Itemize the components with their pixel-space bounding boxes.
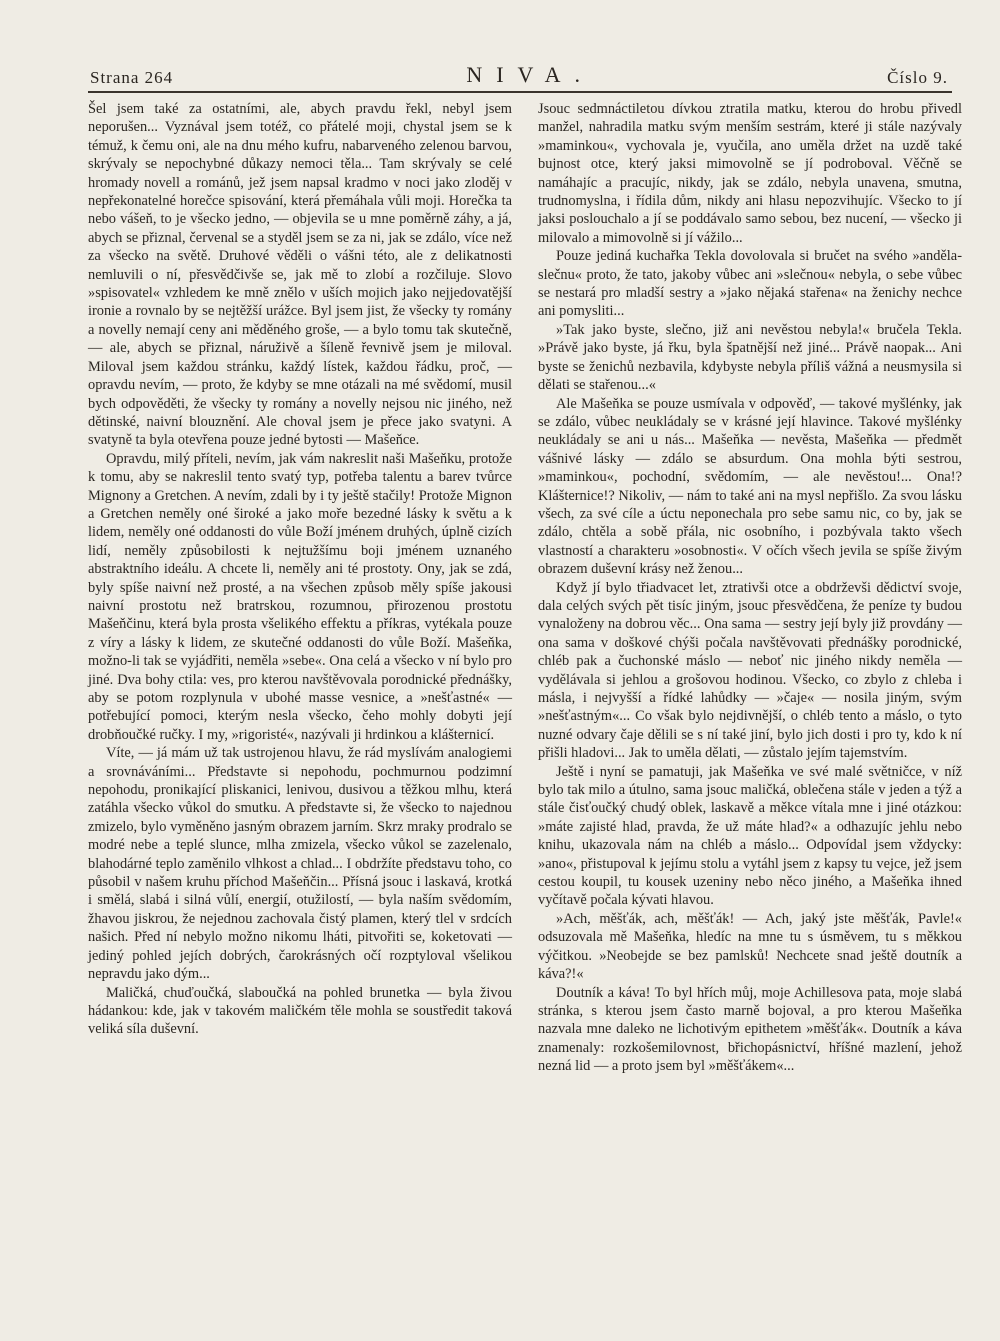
paragraph: Šel jsem také za ostatními, ale, abych pravdu řekl, nebyl jsem neporušen... Vyznával jsem totéž, co přátelé moji, chystal jsem se k témuž, k čemu oni, ale na dnu mého kufru, nabarveného zelenou barvou, skrývaly se nepochybné důkazy nemoci těla... Tam skrývaly se celé hromady novell a románů, jež jsem napsal kradmo v noci jako zloděj v nepřekonatelné horečce spisování, která přemáhala vůli moji. Horečka ta nebo vášeň, to je všecko jedno, — objevila se u mne poměrně záhy, a já, abych se přiznal, červenal se a styděl jsem se za ni, jak se zdálo, více než za všecko na světě. Druhové věděli o vášni této, ale z delikatnosti nemluvili o ní, přesvědčivše se, jak mě to zlobí a rozčiluje. Slovo »spisovatel« vzhledem ke mně znělo v uších mojich jako nejjedovatější ironie a rovnalo by se nejtěžší urážce. Byl jsem jist, že všecky ty romány a novelly nemají ceny ani měděného groše, — a bylo tomu tak skutečně, — ale, abych se přiznal, náruživě a šíleně řevnivě jsem je miloval. Miloval jsem každou stránku, každý lístek, každou řádku, proč, — opravdu nevím, — proto, že kdyby se mne otázali na mé svědomí, musil bych odpověděti, že všecky ty romány a novelly nejsou nic jiného, než dětinské, naivní blouznění. Ale choval jsem je přece jako svatyni. A svatyně ta byla otevřena pouze jedné bytosti — Mašeňce. [88, 101, 512, 449]
paragraph: Ale Mašeňka se pouze usmívala v odpověď, — takové myšlénky, jak se zdálo, vůbec neukládaly se v krásné její hlavince. Takové myšlénky neukládaly se ani u nás... Mašeňka — nevěsta, Mašeňka — předmět vášnivé lásky — zdálo se absurdum. Ona mohla býti sestrou, »maminkou«, pochodní, svědomím, — ale nevěstou!... Ona!? Klášternice!? Nikoliv, — nám to také ani na mysl nepřišlo. Za svou lásku všech, za své cíle a úctu neponechala pro sebe samu nic, co by, jak se zdálo, chtěla a sobě přála, nic osobního, i pozbývala takto všech vlastností a charakteru »osobnosti«. V očích všech jevila se spíše živým obrazem duševní krásy než ženou... [538, 395, 962, 578]
paragraph: Pouze jediná kuchařka Tekla dovolovala si bručet na svého »anděla-slečnu« proto, že tato, jakoby vůbec ani »slečnou« nebyla, o sebe vůbec se nestará pro mladší sestry a »jako nějaká stařena« na ženichy nechce ani pomysliti... [538, 248, 962, 320]
page-number: Strana 264 [90, 68, 174, 87]
paragraph: Doutník a káva! To byl hřích můj, moje Achillesova pata, moje slabá stránka, s kterou jsem často marně bojoval, a pro kterou Mašeňka nazvala mne daleko ne lichotivým epithetem »měšťák«. Doutník a káva znamenaly: rozkošemilovnost, břichopásnictví, hříšné mazlení, jehož nezná lid — a proto jsem byl »měšťákem«... [538, 984, 962, 1075]
paragraph: Opravdu, milý příteli, nevím, jak vám nakreslit naši Mašeňku, protože k tomu, aby se nakreslil tento svatý typ, potřeba talentu a barev tvůrce Mignony a Gretchen. A nevím, zdali by i ty ještě stačily! Protože Mignon a Gretchen neměly oné široké a jako moře bezedné lásky k světu a k lidem, neměly oné oddanosti do vůle Boží jménem druhých, úplně cizích lidí, neměly způsobilosti k nejtužšímu boji jménem uznaného abstraktního ideálu. A chcete li, neměly ani té prostoty. Ony, jak se zdá, byly spíše naivní než prosté, a na všechen způsob měly spíše jakousi naivní prostotu než bratrskou, rozumnou, přirozenou prostotu Mašeňčinu, která byla prosta všelikého effektu a příkras, vytékala pouze z víry a lásky k lidem, ze skutečné oddanosti do vůle Boží. Mašeňka, možno-li tak se vyjádřiti, neměla »sebe«. Ona celá a všecko v ní bylo pro jiné. Dva bohy ctila: ves, pro kterou navštěvovala porodnické přednášky, aby se potom rozplynula v ubohé masse vesnice, a »nešťastné« — potřebující pomoci, kterým nesla všecko, čeho mohly dobyti její drobňoučké ručky. I my, »rigoristé«, nazývali ji hrdinkou a klášternicí. [88, 450, 512, 743]
paragraph: »Ach, měšťák, ach, měšťák! — Ach, jaký jste měšťák, Pavle!« odsuzovala mě Mašeňka, hledíc na mne tu s úsměvem, tu s měkkou výčitkou. »Neobejde se bez pamlsků! Nechcete snad ještě doutník a káva?!« [538, 910, 962, 983]
magazine-title: NIVA. [466, 62, 594, 87]
paragraph: Ještě i nyní se pamatuji, jak Mašeňka ve své malé světničce, v níž bylo tak milo a útulno, sama jsouc maličká, oblečena stále v jeden a týž a stále čisťoučký chudý oblek, laskavě a měkce vítala mne i jiné otázkou: »máte zajisté hlad, pravda, že už máte hlad?« a odhazujíc jehlu nebo knihu, ukazovala nám na chléb a máslo... Odpovídal jsem vždycky: »ano«, přistupoval k jejímu stolu a vytáhl jsem z kapsy tu vejce, jež jsem cestou koupil, tu kousek uzeniny nebo něco jiného, a Mašeňka ihned vyčítavě počala kývati hlavou. [538, 763, 962, 909]
left-column [88, 100, 512, 1039]
header-rule [88, 91, 952, 93]
paragraph: Jsouc sedmnáctiletou dívkou ztratila matku, kterou do hrobu přivedl manžel, nahradila matku svým menším sestrám, které ji stále nazývaly »maminkou«, vychovala je, vyučila, ano uměla držet na uzdě také bujnost otce, který jaksi mimovolně se jí podroboval. Věčně se namáhajíc a pracujíc, nikdy, jak se zdálo, nebyla unavena, smutna, trudnomyslna, i řídila dům, nikdy ani hlasu nepozvihujíc. Všecko to jí jaksi poslouchalo a jí se poddávalo samo sebou, bez nucení, — všecko ji milovalo a mimovolně si jí vážilo... [538, 101, 962, 246]
paragraph: Víte, — já mám už tak ustrojenou hlavu, že rád myslívám analogiemi a srovnáváními... Představte si nepohodu, pochmurnou podzimní nepohodu, pronikající pliskanici, lenivou, dusivou a těžkou mlhu, která zatáhla všecko vůkol do smutku. A představte si, že všecko to najednou zmizelo, bylo vyměněno jasným obrazem jarním. Skrz mraky prodralo se modré nebe a teplé slunce, mlha zmizela, všecko vůkol se zazelenalo, blahodárné teplo zaměnilo vlhkost a chlad... I obdržíte představu toho, co působil v našem kruhu příchod Mašeňčin... Přísná jsouc i laskavá, krotká i smělá, slabá i silná vůlí, energií, otužilostí, — byla naším svědomím, žhavou jiskrou, že nejednou zachovala čistý plamen, který tlel v srdcích našich. Před ní nebylo možno nikomu lháti, pitvořiti se, koketovati — jediný pohled jejích dobrých, čarokrásných očí rozptyloval všelikou nepravdu jako dým... [88, 745, 512, 983]
paragraph: Maličká, chuďoučká, slaboučká na pohled brunetka — byla živou hádankou: kde, jak v takovém maličkém těle mohla se soustředit taková veliká síla duševní. [88, 984, 512, 1038]
page-header [90, 58, 948, 88]
issue-number: Číslo 9. [887, 68, 948, 87]
paragraph: »Tak jako byste, slečno, již ani nevěstou nebyla!« bručela Tekla. »Právě jako byste, já řku, byla špatnější než jiné... Právě naopak... Ani byste se ženichů nezbavila, kdybyste nebyla příliš vážná a neusmysila si dělati se stařenou...« [538, 321, 962, 394]
right-column [538, 100, 962, 1076]
paragraph: Když jí bylo třiadvacet let, ztrativši otce a obdrževši dědictví svoje, dala celých svých pět tisíc jiným, jsouc přesvědčena, že peníze ty budou vynaloženy na dobrou věc... Ona sama — sestry její byly již provdány — ona sama v doškové chýši počala navštěvovati přednášky porodnické, chléb pak a čuchonské máslo — neboť nic jiného nikdy neměla — vydělávala si jehlou a grošovou hodinou. Všecko, co zbylo z chleba i másla, i nejvyšší a řídké lahůdky — »čaje« — nosila jiným, svým »nešťastným«... Co však bylo nejdivnější, o chléb tento a máslo, o tyto nuzné odvary čaje dělili se s ní také jiní, bylo jich dosti i pro ty, kdo k ní přišli hladovi... Jak to uměla dělati, — zůstalo jejím tajemstvím. [538, 579, 962, 762]
